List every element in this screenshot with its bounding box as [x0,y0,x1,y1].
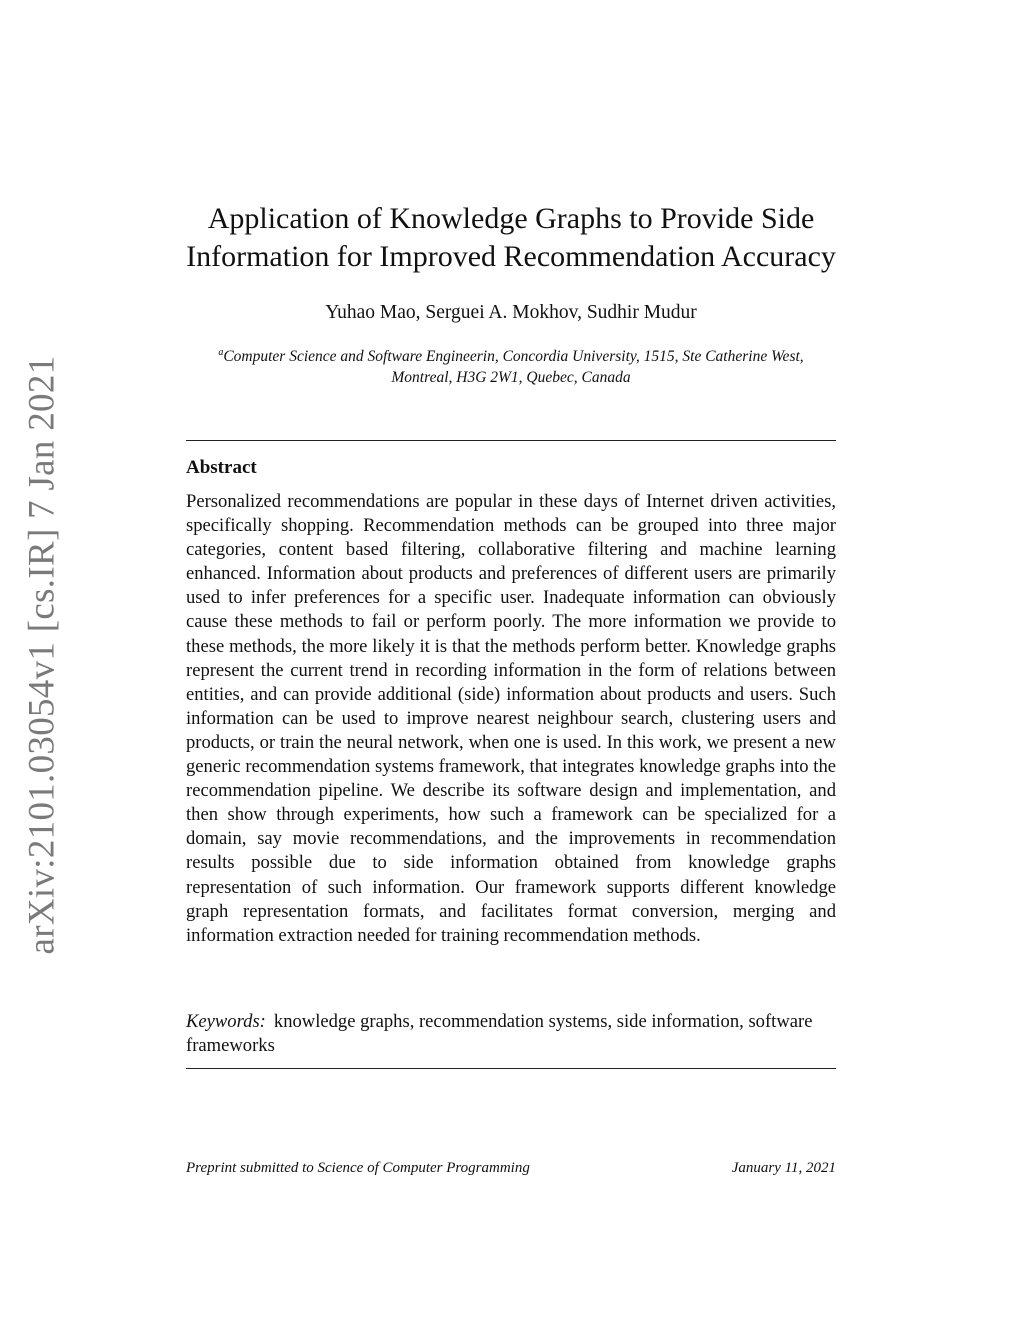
abstract-text: Personalized recommendations are popular in these days of Internet driven activities, specifically shopping. Recommendation methods can be grouped into three major categories, content based filtering, collaborative filtering and machine learning enhanced. Information about products and preferences of different users are primarily used to infer preferences for a specific user. Inadequate information can obviously cause these methods to fail or perform poorly. The more information we provide to these methods, the more likely it is that the methods perform better. Knowledge graphs represent the current trend in recording information in the form of relations between entities, and can provide additional (side) information about products and users. Such information can be used to improve nearest neighbour search, clustering users and products, or train the neural network, when one is used. In this work, we present a new generic recommendation systems framework, that integrates knowledge graphs into the recommendation pipeline. We describe its software design and implementation, and then show through experiments, how such a framework can be specialized for a domain, say movie recommendations, and the improvements in recommendation results possible due to side information obtained from knowledge graphs representation of such information. Our framework supports different knowledge graph representation formats, and facilitates format conversion, merging and information extraction needed for training recommendation methods. [186,491,836,946]
top-divider [186,440,836,441]
page-footer [186,1160,836,1177]
bottom-divider [186,1068,836,1069]
submission-date: January 11, 2021 [731,1160,836,1176]
keywords-list: knowledge graphs, recommendation systems, side information, software frameworks [186,1011,813,1056]
keywords [186,1010,836,1058]
author-list: Yuhao Mao, Serguei A. Mokhov, Sudhir Mudur [325,302,697,323]
affiliation-marker: a [218,347,224,358]
abstract-heading: Abstract [186,457,257,478]
affiliation-text: Computer Science and Software Engineerin, Concordia University, 1515, Ste Catherine West, Montreal, H3G 2W1, Quebec, Canada [223,348,804,386]
submission-note: Preprint submitted to Science of Computer Programming [186,1160,530,1176]
affiliation [186,342,836,388]
paper-title: Application of Knowledge Graphs to Provide Side Information for Improved Recommendation Accuracy [186,202,836,273]
keywords-label: Keywords: [186,1011,266,1032]
arxiv-identifier: arXiv:2101.03054v1 [cs.IR] 7 Jan 2021 [21,355,63,955]
